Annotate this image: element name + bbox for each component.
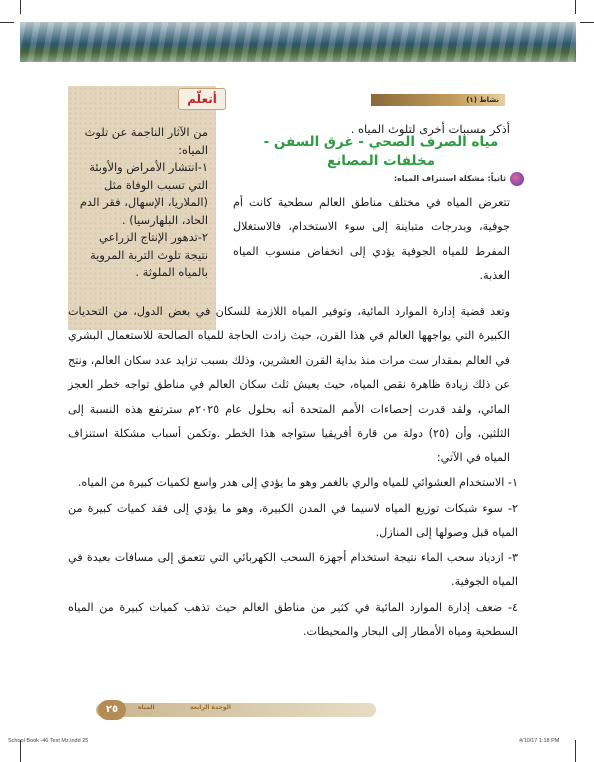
crop-mark bbox=[0, 22, 14, 23]
crop-mark bbox=[575, 0, 576, 14]
activity-header: نشاط (١) bbox=[371, 94, 505, 106]
learn-intro: من الآثار الناجمة عن تلوث المياه: bbox=[84, 125, 208, 157]
crop-mark bbox=[580, 22, 594, 23]
list-item: ٣- ازدياد سحب الماء نتيجة استخدام أجهزة السحب الكهربائي التي تتعمق إلى مسافات بعيدة في المياه الجوفية. bbox=[68, 551, 518, 589]
causes-list bbox=[68, 471, 518, 646]
learn-sidebar-text bbox=[74, 124, 208, 282]
learn-item-2: ٢-تدهور الإنتاج الزراعي نتيجة تلوث التربة المروية بالمياه الملوثة . bbox=[90, 230, 208, 279]
header-banner-image bbox=[20, 22, 576, 62]
bullet-icon bbox=[510, 172, 524, 186]
list-item: ٤- ضعف إدارة الموارد المائية في كثير من مناطق العالم حيث تذهب كميات كبيرة من المياه السطحية ومياه الأمطار إلى البحار والمحيطات. bbox=[68, 600, 518, 638]
section-subheading bbox=[300, 174, 506, 188]
list-item: ١- الاستخدام العشوائي للمياه والري بالغمر وهو ما يؤدي إلى هدر واسع لكميات كبيرة من المياه. bbox=[77, 476, 518, 489]
crop-mark bbox=[575, 740, 576, 762]
list-item: ٢- سوء شبكات توزيع المياه لاسيما في المدن الكبيرة، وهو ما يؤدي إلى فقد كميات كبيرة من المياه قبل وصولها إلى المنازل. bbox=[68, 501, 518, 539]
print-slug-file: School Book -46 Text Mz.indd 25 bbox=[8, 738, 89, 744]
paragraph-2-text: وتعد قضية إدارة الموارد المائية، وتوفير المياه اللازمة للسكان في بعض الدول، من التحديات الكبيرة التي يواجهها العالم في هذا القرن، حيث زادت الحاجة للمياه الصالحة للاستعمال البشري في العالم بمقدار ست مرات منذ بداية القرن العشرين، وذلك بسبب تزايد عدد سكان العالم، ونتج عن ذلك زيادة ظاهرة نقص المياه، حيث يعيش ثلث سكان العالم في مناطق تواجه خطر العجز المائي، ولقد قدرت إحصاءات الأمم المتحدة أنه بحلول عام ٢٠٢٥م سترتفع هذه النسبة إلى الثلثين، وأن (٢٥) دولة من قارة أفريقيا ستواجه هذا الخطر .وتكمن أسباب مشكلة استنزاف المياه في الآتي: bbox=[68, 305, 510, 465]
handwritten-answer: مياه الصرف الصحي - غرق السفن - مخلفات المصانع bbox=[263, 134, 499, 169]
print-slug-date: 4/10/17 1:18 PM bbox=[519, 738, 560, 744]
footer-topic: المياه bbox=[138, 704, 155, 711]
paragraph-1 bbox=[233, 191, 510, 289]
page-number: ٢٥ bbox=[98, 700, 126, 720]
paragraph-1-text: تتعرض المياه في مختلف مناطق العالم سطحية كانت أم جوفية، وبدرجات متباينة إلى سوء الاستخدام، فالاستغلال المفرط للمياه الجوفية يؤدي إلى انخفاض منسوب المياه العذبة. bbox=[233, 196, 510, 283]
paragraph-2 bbox=[68, 300, 510, 471]
activity-question: أذكر مسببات أخرى لتلوث المياه . bbox=[350, 122, 510, 136]
learn-item-1: ١-انتشار الأمراض والأوبئة التي تسبب الوفاة مثل (الملاريا، الإسهال، فقر الدم الحاد، البلهارسيا) . bbox=[79, 160, 208, 227]
crop-mark bbox=[20, 0, 21, 14]
footer-unit: الوحدة الرابعة bbox=[190, 704, 231, 711]
learn-tab-label: أتعلّم bbox=[178, 88, 226, 110]
section-subheading-text: ثانياً: مشكلة استنزاف المياه: bbox=[393, 174, 506, 183]
